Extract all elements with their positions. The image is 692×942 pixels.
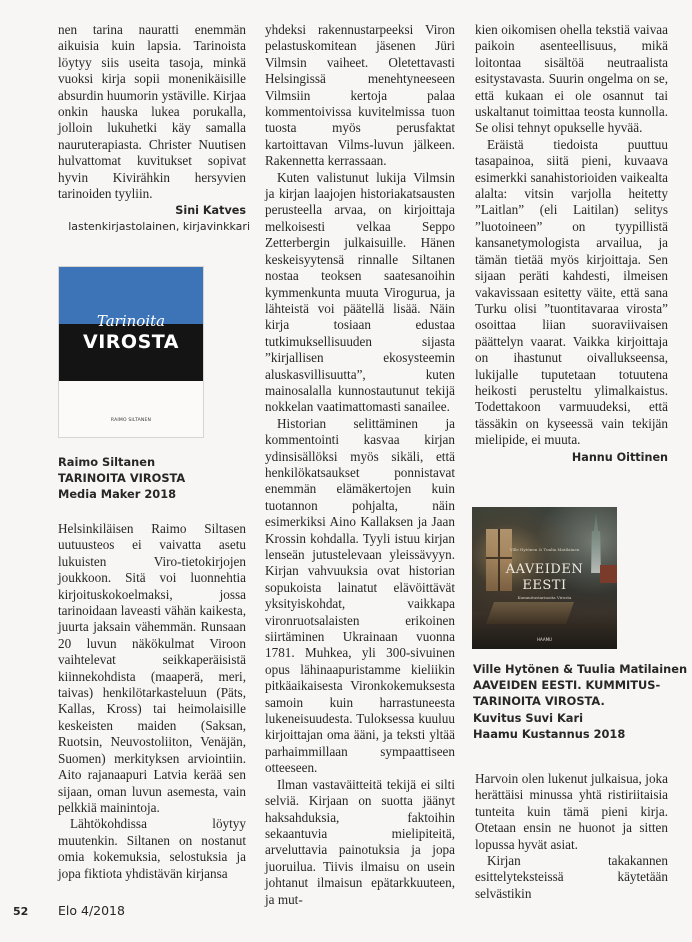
book-cover-tarinoita-virosta (58, 266, 204, 438)
column-1-bottom (58, 521, 246, 882)
cover-authors: Ville Hytönen & Tuulia Matilainen (509, 547, 580, 552)
review-paragraph: Lähtökohdissa löytyy muutenkin. Siltanen on nostanut omia kokemuksia, selostuksia ja jopa fiktiota yhdistävän kirjansa (58, 816, 246, 881)
book-info-1 (58, 454, 248, 503)
cover-subtitle: Kummitustarinoita Virosta (517, 595, 572, 600)
book-title: TARINOITA VIROSTA (58, 471, 186, 486)
column-3-top (475, 22, 668, 466)
reviewer-name: Hannu Oittinen (571, 450, 668, 464)
page-number: 52 (13, 905, 29, 918)
column-2 (265, 22, 455, 908)
cover-table-illustration (486, 602, 574, 624)
cover-title-line-1: AAVEIDEN (505, 562, 584, 577)
cover-title-line-2: EESTI (522, 578, 567, 593)
cover-title-line-2: VIROSTA (83, 331, 179, 353)
review-paragraph: Kirjan takakannen esittelyteksteissä käytetään selvästikin (475, 853, 668, 901)
review-paragraph: Kuten valistunut lukija Vilmsin ja kirjan laajojen historiakatsausten perusteella arvaa, on kirjoittaja melkoisesti velkaa Seppo Zetterbergin julkaisuille. Hänen keskeisyytensä rinnalle Siltanen nostaa teoksen saatesanoihin kymmenkunta muuta Virogurua, ja lähteistä voi päätellä lisää. Näin kirja tosiaan edustaa tutkimuksellisuuden sijasta ”kirjallisen ekosysteemin aluskasvillisuutta”, kuten mainosalalla kunnostautunut tekijä nokkelan vaatimattomasti sanailee. (265, 169, 455, 415)
book-author: Raimo Siltanen (58, 455, 156, 469)
review-paragraph: yhdeksi rakennustarpeeksi Viron pelastuskomitean jäsenen Jüri Vilmsin vaiheet. Oletettavasti Helsingissä menehtyneeseen Vilmsiin kertoja palaa kommentoivissa kuvitelmissa tuon tuosta myös perusfaktat kartoittavan Vilms-luvun jälkeen. Rakennetta kerrassaan. (265, 22, 455, 169)
column-1-top (58, 22, 250, 235)
cover-author: RAIMO SILTANEN (110, 418, 152, 423)
book-title-line-1: AAVEIDEN EESTI. KUMMITUS- (473, 678, 661, 693)
review-paragraph: kien oikomisen ohella tekstiä vaivaa paikoin asenteellisuus, mikä loitontaa sisältöä neutraalista esitystavasta. Suurin ongelma on se, että kukaan ei ole osannut tai uskaltanut toimittaa teosta kunnolla. Se olisi tehnyt opukselle hyvää. (475, 22, 668, 136)
reviewer-role: lastenkirjastolainen, kirjavinkkari (68, 220, 250, 234)
book-publisher: Media Maker 2018 (58, 487, 177, 502)
book-cover-aaveiden-eesti (472, 507, 617, 649)
review-paragraph: Ilman vastaväitteitä tekijä ei silti selviä. Kirjaan on suotta jäänyt haksahduksia, faktoihin sekaantuvia mielipiteitä, arveluttavia painotuksia ja jopa juoruilua. Tiivis ilmaisu on usein johtanut ilmaisun epätarkkuuteen, ja mut- (265, 776, 455, 907)
column-3-bottom (475, 771, 668, 902)
book-authors: Ville Hytönen & Tuulia Matilainen (473, 662, 688, 676)
review-paragraph: Historian selittäminen ja kommentointi kasvaa kirjan ydinsisällöksi myös sikäli, että henkilökatsaukset ponnistavat enemmän elämäkertojen kuin tuotannon pohjalta, näin esimerkiksi Aino Kallaksen ja Jaan Krossin kohdalla. Tyyli istuu kirjan lenseän jutustelevaan yleissävyyn. Kirjan vahvuuksia ovat historian sopukoista lainatut elävöittävät yksityiskohdat, vaikkapa vironruotsalaisten erikoinen siirtäminen Ukrainaan vuonna 1781. Muhkea, yli 300-sivuinen opus lähinaapuristamme kieliikin pitkäaikaisesta Vironkokemuksesta samoin kuin harrastuneesta lukeneisuudesta. Tuloksessa kuuluu kirjoittajan oma ääni, ja teksti yltää parhaimmillaan sympaattiseen otteeseen. (265, 415, 455, 776)
review-paragraph: Helsinkiläisen Raimo Siltasen uutuusteos ei vaivatta asetu lukuisten Viro-tietokirjojen joukkoon. Sitä voi luonnehtia kirjoituskokoelmaksi, jossa tarinoidaan laveasti vähän kaikesta, juurta jaksain vähemmän. Runsaan 20 luvun näkökulmat Viroon vaihtelevat seikkaperäisistä kiinnekohdista (maaperä, meri, taivas) henkilötarkasteluun (Päts, Kallas, Kross) tai heimolaisille keskeisten maiden (Saksan, Ruotsin, Neuvostoliiton, Venäjän, Suomen) merkityksen arviointiin. Aito rajanaapuri Latvia kerää sen sijaan, oman luvun asemesta, vain pelkkiä mainintoja. (58, 521, 246, 815)
review-paragraph: Harvoin olen lukenut julkaisua, joka herättäisi minussa yhtä ristiriitaisia tunteita kuin tämä pieni kirja. Otetaan ensin ne huonot ja sitten lopussa hyvät asiat. (475, 771, 668, 852)
book-info-2 (473, 661, 688, 742)
book-illustrator: Kuvitus Suvi Kari (473, 710, 584, 725)
cover-title-line-1: Tarinoita (96, 312, 166, 330)
cover-publisher-logo: HAAMU (537, 637, 552, 642)
review-paragraph: nen tarina nauratti enemmän aikuisia kuin lapsia. Tarinoista löytyy siis useita tasoja, minkä vuoksi kirja sopii monenikäisille absurdin huumorin ystäville. Kirjaa onkin hauska lukea porukalla, jolloin lukuhetki käy samalla nauruterapiasta. Christer Nuutisen hulvattomat kuvitukset sopivat hyvin Kivirähkin hersyvien tarinoiden tyyliin. (58, 22, 246, 202)
magazine-issue: Elo 4/2018 (58, 903, 125, 918)
review-paragraph: Eräistä tiedoista puuttuu tasapainoa, siitä pieni, kuvaava esimerkki sanahistorioiden vaikealta alalta: vitsin varjolla heitetty ”Laitlan” (eli Laitilan) selitys ”luotoineen” on tyypillistä kansanetymologista arvailua, ja tämän tietää myös kirjoittaja. Sen sijaan peräti kahdesti, ilmeisen vakavissaan esitetty väite, että sana Turku olisi ”tuontitavaraa virosta” osoittaa liian suoraviivaisen päättelyn vaarat. Vaikka kirjoittaja on ihastunut oivallukseensa, lukijalle tuputetaan totuutena heikosti perusteltu ylimalkaistus. Todettakoon varmuudeksi, että tässäkin on kyseessä vain tekijän mielipide, ei muuta. (475, 136, 668, 448)
book-publisher: Haamu Kustannus 2018 (473, 726, 626, 741)
reviewer-name: Sini Katves (175, 204, 246, 218)
book-title-line-2: TARINOITA VIROSTA. (473, 694, 605, 709)
